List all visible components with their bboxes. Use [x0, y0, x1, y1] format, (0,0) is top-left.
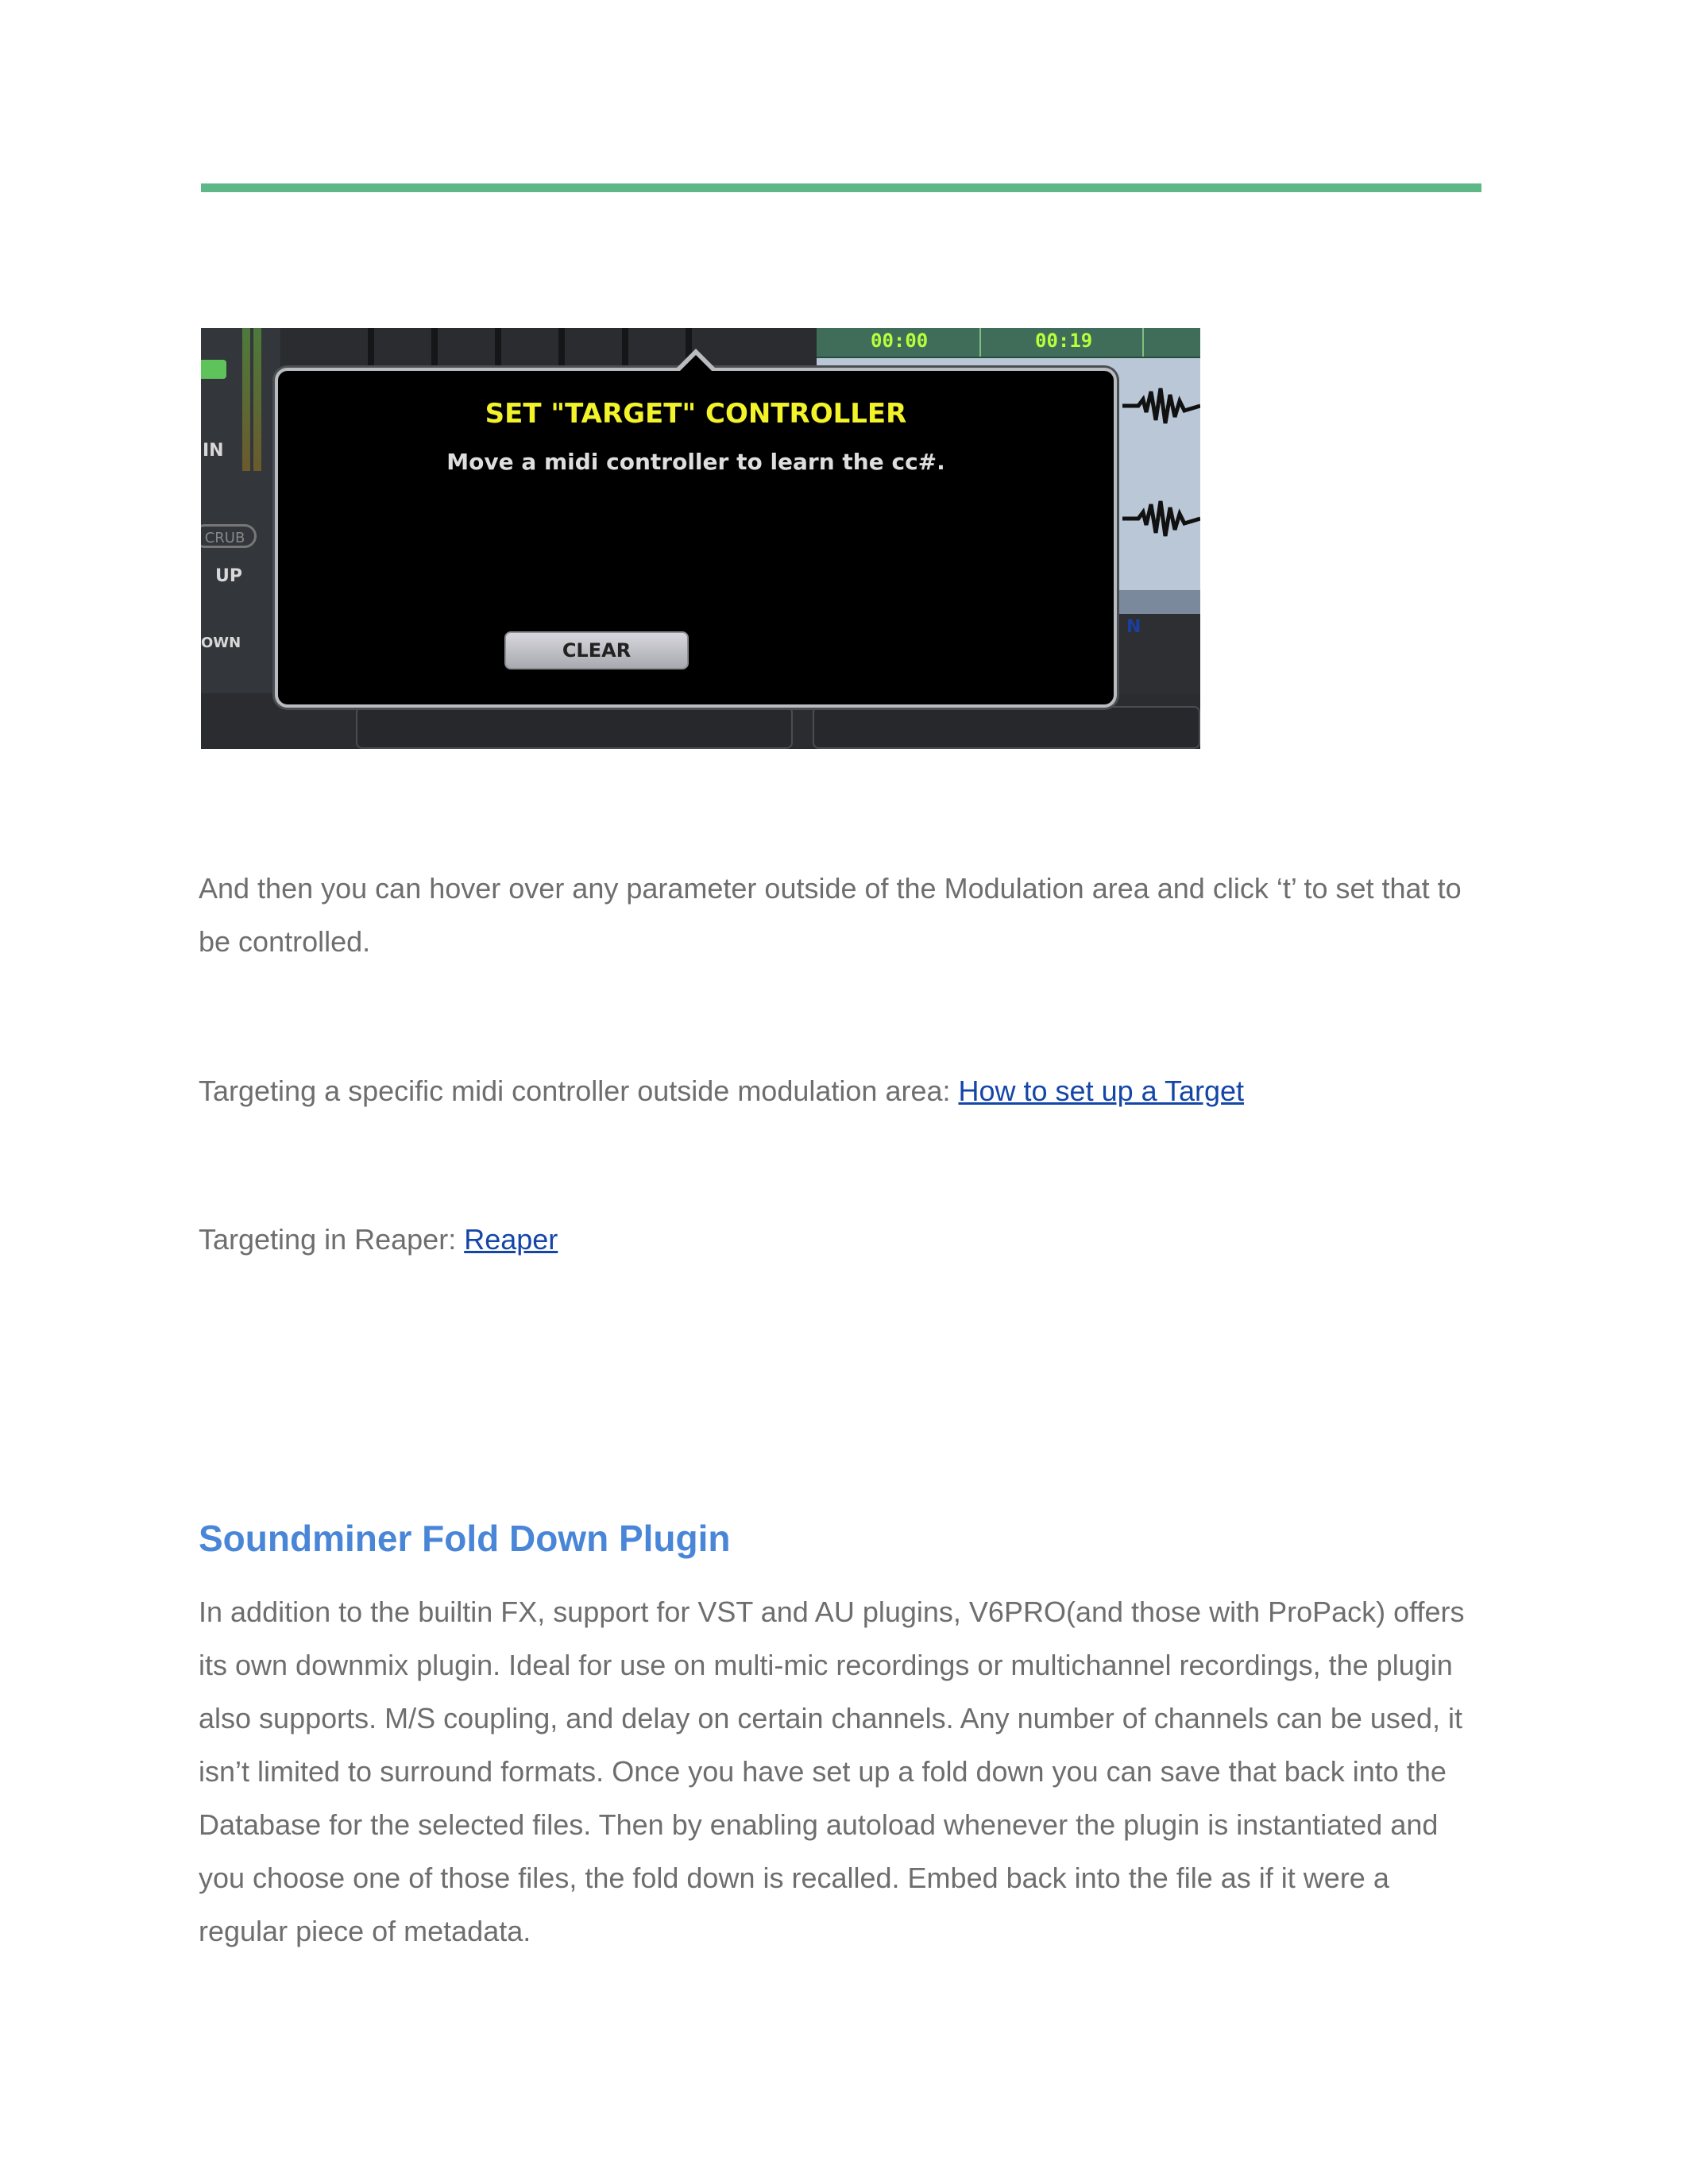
hover-paragraph: [199, 862, 1485, 968]
timeline-time-start: 00:00: [871, 330, 929, 352]
screenshot-label-n: N: [1126, 617, 1141, 637]
screenshot-slot: [431, 328, 438, 372]
dialog-title: SET "TARGET" CONTROLLER: [485, 398, 907, 430]
fold-down-paragraph: [199, 1585, 1485, 1958]
reaper-prefix: Targeting in Reaper:: [199, 1223, 465, 1256]
screenshot-scrub-pill: CRUB: [201, 524, 257, 548]
screenshot-label-up: UP: [215, 566, 242, 586]
timeline-time-mark: 00:19: [1035, 330, 1093, 352]
screenshot-bottom-box: [356, 706, 793, 749]
how-to-set-up-target-link[interactable]: How to set up a Target: [958, 1075, 1245, 1107]
screenshot-label-in: IN: [203, 441, 224, 461]
screenshot-bottom-box: [813, 706, 1200, 749]
screenshot-slot: [495, 328, 501, 372]
timeline-tick: [979, 328, 981, 357]
reaper-link[interactable]: Reaper: [464, 1223, 558, 1256]
reaper-paragraph: [199, 1213, 1485, 1266]
target-controller-dialog: [275, 368, 1117, 708]
waveform-icon: [1122, 382, 1200, 430]
targeting-prefix: Targeting a specific midi controller outside modulation area:: [199, 1075, 959, 1107]
screenshot-level-meter: [253, 328, 261, 471]
top-divider: [201, 183, 1481, 192]
section-heading: Soundminer Fold Down Plugin: [199, 1518, 731, 1559]
fold-down-text: In addition to the builtin FX, support for VST and AU plugins, V6PRO(and those with ProPack) offers its own downmix plugin. Ideal for use on multi-mic recordings or multichannel recordings, the plugin also supports. M/S coupling, and delay on certain channels. Any number of channels can be used, it isn’t limited to surround formats. Once you have set up a fold down you can save that back into the Database for the selected files. Then by enabling autoload whenever the plugin is instantiated and you choose one of those files, the fold down is recalled. Embed back into the file as if it were a regular piece of metadata.: [199, 1596, 1465, 1947]
dialog-message: Move a midi controller to learn the cc#.: [446, 449, 945, 475]
targeting-paragraph: [199, 1064, 1485, 1117]
waveform-icon: [1122, 495, 1200, 542]
screenshot-slot: [368, 328, 374, 372]
target-controller-screenshot: [201, 328, 1200, 749]
screenshot-level-meter: [242, 328, 250, 471]
screenshot-slot: [558, 328, 565, 372]
timeline-tick: [1142, 328, 1144, 357]
screenshot-green-tab: [201, 360, 226, 379]
screenshot-slot: [622, 328, 628, 372]
dialog-pointer-inner: [678, 355, 713, 372]
screenshot-label-down: OWN: [201, 635, 241, 651]
hover-text: And then you can hover over any parameter outside of the Modulation area and click ‘t’ to set that to be controlled.: [199, 872, 1462, 958]
clear-button: CLEAR: [504, 631, 689, 669]
